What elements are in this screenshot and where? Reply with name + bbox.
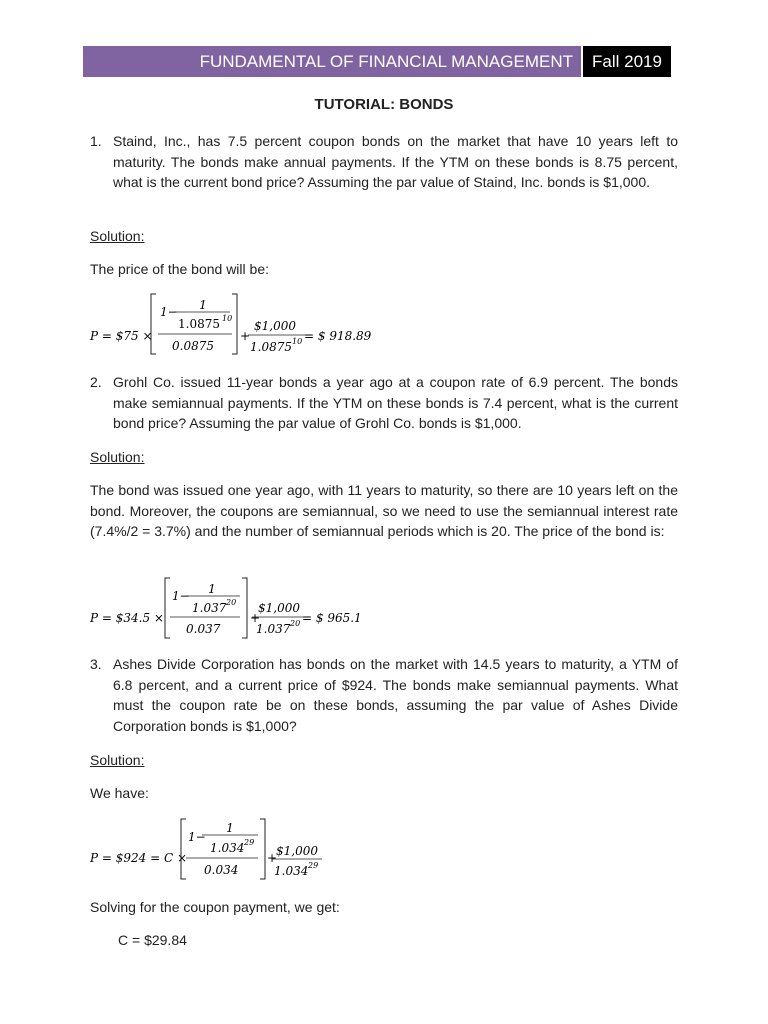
- eq-result: = $ 965.1: [302, 611, 362, 625]
- eq-lhs: P = $75 ×: [90, 329, 153, 343]
- eq-par: $1,000: [276, 844, 318, 858]
- question-text: Ashes Divide Corporation has bonds on the market with 14.5 years to maturity, a YTM of 6.8 percent, and a current price of $924. The bonds make semiannual payments. What must the coupon rate be on these bonds, assuming the par value of Ashes Divide Corporation bonds is $1,000?: [113, 656, 678, 734]
- eq-plus: +: [240, 329, 251, 343]
- eq-one: 1: [199, 298, 207, 312]
- eq-rate: 0.0875: [172, 339, 214, 353]
- solution-intro: We have:: [90, 785, 149, 801]
- question-2: [90, 372, 678, 434]
- solving-text: Solving for the coupon payment, we get:: [90, 899, 340, 915]
- question-number: 1.: [90, 133, 102, 149]
- eq-exp: 10: [222, 314, 233, 323]
- eq-lhs: P = $924 = C ×: [90, 851, 188, 865]
- solution-intro: The price of the bond will be:: [90, 261, 269, 277]
- eq-one: 1: [226, 821, 234, 835]
- coupon-answer: C = $29.84: [118, 932, 187, 948]
- eq-exp: 20: [226, 598, 237, 607]
- eq-base: 1.0875: [178, 317, 220, 331]
- solution-label: Solution:: [90, 228, 145, 244]
- eq-base: 1.034: [210, 841, 245, 855]
- bond-price-equation-2: [90, 574, 410, 645]
- eq-rate: 0.034: [204, 863, 239, 877]
- course-title: FUNDAMENTAL OF FINANCIAL MANAGEMENT: [83, 46, 581, 77]
- eq-result: = $ 918.89: [304, 329, 372, 343]
- eq-exp-2: 10: [292, 337, 303, 346]
- eq-minus: 1−: [188, 830, 206, 844]
- question-text: Grohl Co. issued 11-year bonds a year ago at a coupon rate of 6.9 percent. The bonds make semiannual payments. If the YTM on these bonds is 7.4 percent, what is the current bond price? Assuming the par value of Grohl Co. bonds is $1,000.: [113, 374, 678, 431]
- eq-par: $1,000: [254, 319, 296, 333]
- solution-label: Solution:: [90, 449, 145, 465]
- eq-plus: +: [250, 611, 261, 625]
- bond-price-equation-1: [90, 290, 410, 361]
- term-label: Fall 2019: [581, 46, 671, 77]
- eq-par: $1,000: [258, 601, 300, 615]
- eq-exp-2: 29: [308, 861, 319, 870]
- question-3: [90, 654, 678, 736]
- eq-rate: 0.037: [186, 622, 221, 636]
- eq-one: 1: [208, 582, 216, 596]
- eq-minus: 1−: [160, 305, 178, 319]
- question-number: 3.: [90, 656, 102, 672]
- eq-exp: 29: [244, 838, 255, 847]
- question-number: 2.: [90, 374, 102, 390]
- eq-base-2: 1.037: [256, 622, 291, 636]
- eq-base-2: 1.034: [274, 864, 309, 878]
- solution-intro: The bond was issued one year ago, with 11 years to maturity, so there are 10 years left on the bond. Moreover, the coupons are semiannual, so we need to use the semiannual interest rate (7.4%/2 = 3.7%) and the number of semiannual periods which is 20. The price of the bond is:: [90, 482, 678, 539]
- bond-price-equation-3: [90, 815, 410, 886]
- tutorial-title: TUTORIAL: BONDS: [314, 96, 454, 113]
- eq-base: 1.037: [192, 601, 227, 615]
- eq-exp-2: 20: [290, 619, 301, 628]
- eq-base-2: 1.0875: [250, 340, 292, 354]
- solution-label: Solution:: [90, 752, 145, 768]
- eq-lhs: P = $34.5 ×: [90, 611, 164, 625]
- page-header: [83, 46, 671, 77]
- question-text: Staind, Inc., has 7.5 percent coupon bonds on the market that have 10 years left to maturity. The bonds make annual payments. If the YTM on these bonds is 8.75 percent, what is the current bond price? Assuming the par value of Staind, Inc. bonds is $1,000.: [113, 133, 678, 190]
- question-1: [90, 131, 678, 193]
- eq-minus: 1−: [172, 589, 190, 603]
- eq-plus: +: [267, 851, 278, 865]
